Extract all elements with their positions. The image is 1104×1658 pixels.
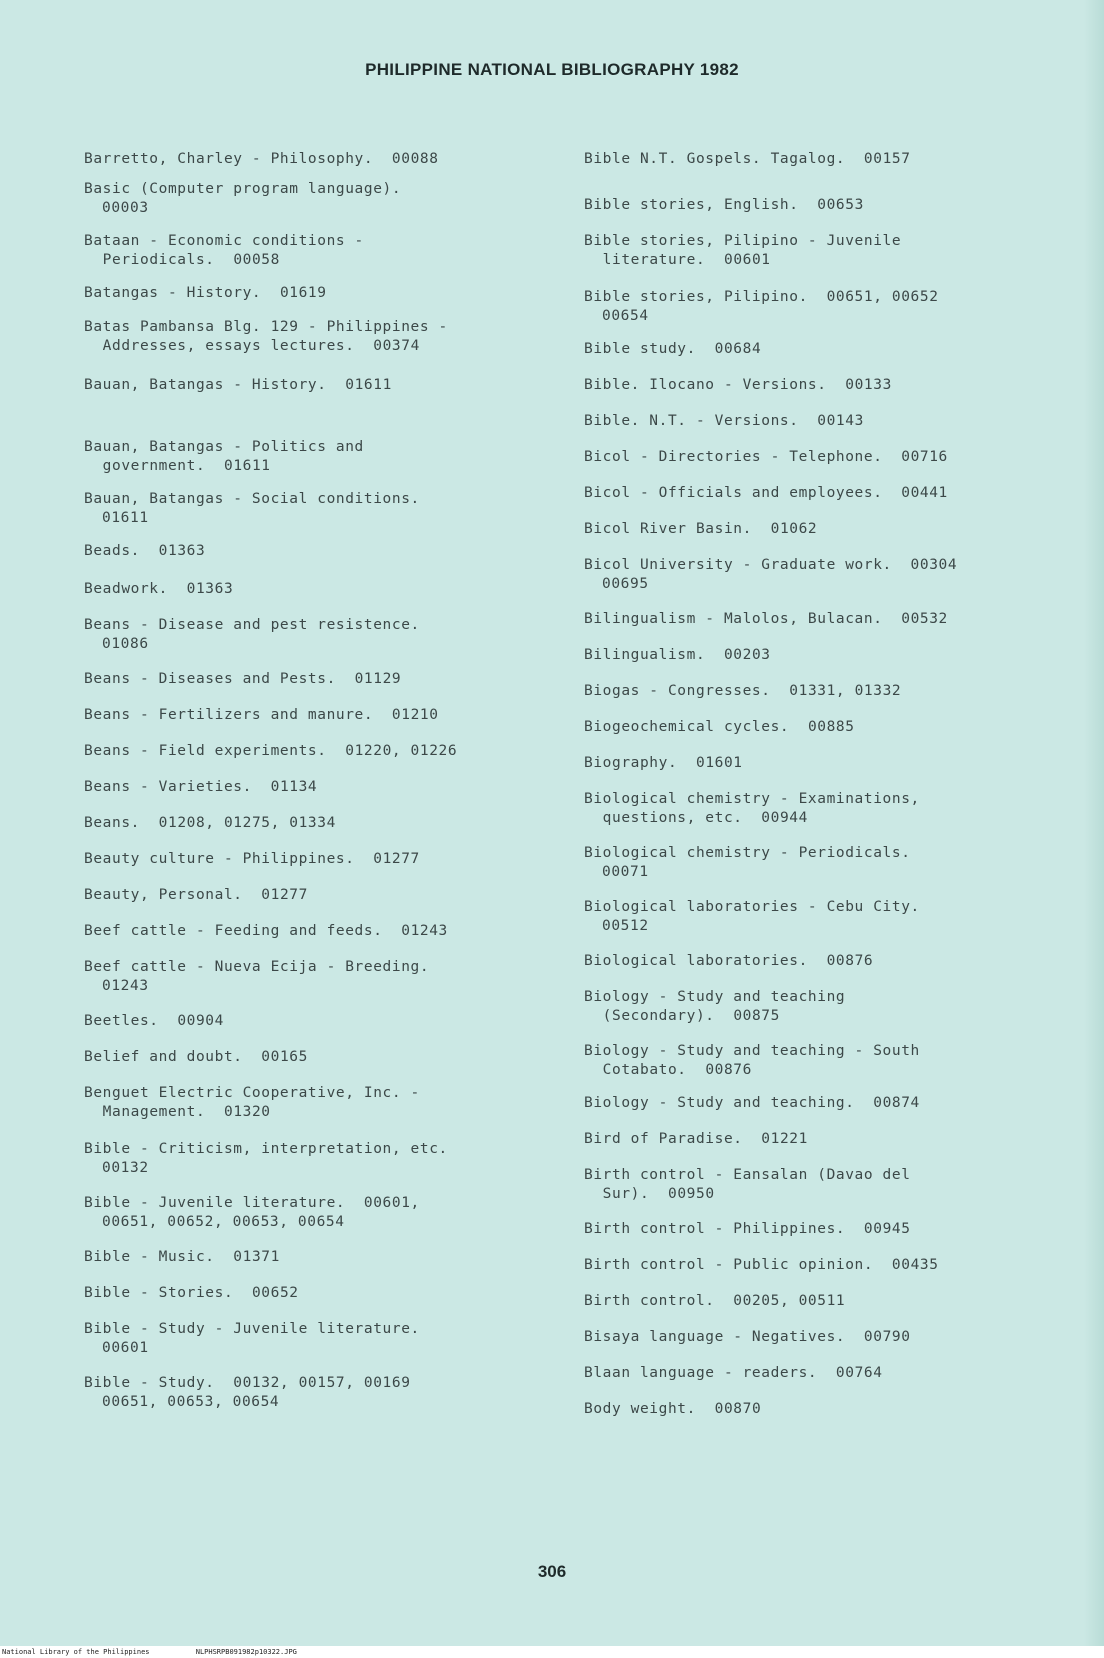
entry-heading: Bird of Paradise.: [584, 1131, 743, 1147]
index-entry: [584, 646, 1044, 665]
entry-heading: Biological laboratories.: [584, 953, 808, 969]
entry-heading: Biological chemistry - Periodicals.: [584, 845, 911, 861]
index-entry: [584, 718, 1044, 737]
entry-numbers: 00876: [705, 1062, 752, 1078]
index-entry: [584, 288, 1044, 326]
entry-numbers: 00904: [177, 1013, 224, 1029]
index-entry: [84, 814, 554, 833]
entry-heading: Beans - Field experiments.: [84, 743, 327, 759]
entry-heading: Birth control - Eansalan (Davao del Sur).: [584, 1167, 911, 1202]
entry-heading: Benguet Electric Cooperative, Inc. - Management.: [84, 1085, 420, 1120]
entry-heading: Bible. Ilocano - Versions.: [584, 377, 827, 393]
index-entry: [84, 1084, 554, 1122]
entry-numbers: 00651, 00652, 00653, 00654: [102, 1214, 345, 1230]
entry-heading: Bible. N.T. - Versions.: [584, 413, 799, 429]
entry-numbers: 00654: [602, 308, 649, 324]
entry-numbers: 00512: [602, 918, 649, 934]
index-entry: [84, 318, 554, 356]
index-entry: [84, 1012, 554, 1031]
entry-heading: Bilingualism - Malolos, Bulacan.: [584, 611, 883, 627]
entry-numbers: 00652: [251, 1285, 299, 1301]
index-entry: [584, 340, 1044, 359]
index-entry: [84, 1194, 554, 1232]
entry-numbers: 00165: [261, 1049, 308, 1065]
index-entry: [84, 284, 554, 303]
entry-numbers: 00143: [817, 413, 864, 429]
footer-library: National Library of the Philippines: [2, 1648, 150, 1656]
index-entry: [584, 448, 1044, 467]
entry-numbers: 01363: [186, 581, 234, 597]
entry-heading: Bilingualism.: [584, 647, 706, 663]
index-entry: [84, 886, 554, 905]
entry-heading: Bible - Criticism, interpretation, etc.: [84, 1141, 448, 1157]
entry-heading: Beads.: [84, 543, 140, 559]
entry-numbers: 00132: [102, 1160, 149, 1176]
index-entry: [584, 952, 1044, 971]
entry-heading: Biology - Study and teaching - South Cotabato.: [584, 1043, 920, 1078]
entry-numbers: 01611: [223, 458, 271, 474]
entry-heading: Bauan, Batangas - Politics and government.: [84, 439, 364, 474]
entry-numbers: 00601: [102, 1340, 149, 1356]
entry-heading: Beans - Fertilizers and manure.: [84, 707, 374, 723]
entry-heading: Bicol University - Graduate work. 00304: [584, 557, 958, 573]
index-entry: [584, 898, 1044, 936]
entry-heading: Bible - Juvenile literature. 00601,: [84, 1195, 420, 1211]
entry-numbers: 00684: [714, 341, 762, 357]
index-entry: [584, 610, 1044, 629]
entry-heading: Bataan - Economic conditions - Periodicals.: [84, 233, 364, 268]
entry-numbers: 00071: [602, 864, 649, 880]
index-entry: [84, 490, 554, 528]
entry-heading: Beef cattle - Nueva Ecija - Breeding.: [84, 959, 430, 975]
index-entry: [584, 1220, 1044, 1239]
entry-numbers: 00058: [233, 252, 280, 268]
entry-heading: Beans - Disease and pest resistence.: [84, 617, 420, 633]
index-entry: [584, 150, 1044, 169]
entry-heading: Barretto, Charley - Philosophy.: [84, 151, 374, 167]
entry-numbers: 00203: [723, 647, 771, 663]
entry-numbers: 01320: [223, 1104, 271, 1120]
entry-heading: Bauan, Batangas - History.: [84, 377, 327, 393]
entry-numbers: 00003: [102, 200, 149, 216]
entry-numbers: 00435: [891, 1257, 939, 1273]
index-entry: [584, 1292, 1044, 1311]
entry-heading: Bible - Study - Juvenile literature.: [84, 1321, 420, 1337]
index-entry: [84, 1320, 554, 1358]
entry-numbers: 00944: [761, 810, 808, 826]
index-entry: [584, 1256, 1044, 1275]
index-entry: [584, 232, 1044, 270]
entry-numbers: 01611: [102, 510, 149, 526]
entry-heading: Beans - Diseases and Pests.: [84, 671, 336, 687]
index-entry: [584, 844, 1044, 882]
entry-numbers: 01220, 01226: [345, 743, 458, 759]
index-entry: [584, 412, 1044, 431]
entry-heading: Beauty culture - Philippines.: [84, 851, 355, 867]
entry-numbers: 01277: [261, 887, 308, 903]
entry-numbers: 01086: [102, 636, 149, 652]
index-entry: [584, 754, 1044, 773]
index-entry: [84, 706, 554, 725]
index-entry: [84, 1048, 554, 1067]
entry-heading: Birth control.: [584, 1293, 715, 1309]
entry-numbers: 00950: [668, 1186, 715, 1202]
entry-heading: Bible stories, Pilipino. 00651, 00652: [584, 289, 939, 305]
index-entry: [84, 1248, 554, 1267]
index-entry: [84, 850, 554, 869]
entry-heading: Bible N.T. Gospels. Tagalog.: [584, 151, 846, 167]
entry-numbers: 01277: [373, 851, 420, 867]
page-number: 306: [537, 1562, 567, 1581]
index-entry: [84, 958, 554, 996]
entry-numbers: 00945: [863, 1221, 911, 1237]
entry-heading: Bible - Stories.: [84, 1285, 234, 1301]
index-entry: [84, 1374, 554, 1412]
index-entry: [584, 1364, 1044, 1383]
index-entry: [84, 376, 554, 395]
entry-numbers: 00157: [863, 151, 911, 167]
index-entry: [584, 1400, 1044, 1419]
entry-numbers: 01611: [345, 377, 392, 393]
entry-heading: Beetles.: [84, 1013, 159, 1029]
entry-numbers: 00651, 00653, 00654: [102, 1394, 280, 1410]
entry-heading: Body weight.: [584, 1401, 696, 1417]
index-entry: [84, 922, 554, 941]
index-entry: [584, 484, 1044, 503]
index-entry: [84, 742, 554, 761]
entry-numbers: 00088: [391, 151, 439, 167]
index-entry: [84, 542, 554, 561]
entry-heading: Batas Pambansa Blg. 129 - Philippines - Addresses, essays lectures.: [84, 319, 448, 354]
entry-numbers: 01129: [354, 671, 402, 687]
entry-numbers: 01331, 01332: [789, 683, 902, 699]
entry-numbers: 01371: [233, 1249, 280, 1265]
index-entry: [84, 1140, 554, 1178]
entry-heading: Biogeochemical cycles.: [584, 719, 790, 735]
index-entry: [584, 1328, 1044, 1347]
entry-numbers: 00870: [714, 1401, 762, 1417]
entry-heading: Beans - Varieties.: [84, 779, 252, 795]
entry-heading: Biology - Study and teaching (Secondary).: [584, 989, 846, 1024]
entry-numbers: 00875: [733, 1008, 780, 1024]
index-entry: [84, 616, 554, 654]
index-entry: [584, 988, 1044, 1026]
entry-heading: Bisaya language - Negatives.: [584, 1329, 846, 1345]
entry-heading: Bible stories, English.: [584, 197, 799, 213]
entry-heading: Biology - Study and teaching.: [584, 1095, 855, 1111]
entry-heading: Beef cattle - Feeding and feeds.: [84, 923, 383, 939]
entry-heading: Biogas - Congresses.: [584, 683, 771, 699]
entry-numbers: 00874: [873, 1095, 920, 1111]
entry-heading: Belief and doubt.: [84, 1049, 243, 1065]
entry-heading: Bicol - Officials and employees.: [584, 485, 883, 501]
entry-heading: Batangas - History.: [84, 285, 262, 301]
entry-numbers: 01208, 01275, 01334: [158, 815, 336, 831]
entry-heading: Bible - Music.: [84, 1249, 215, 1265]
index-entry: [584, 1094, 1044, 1113]
entry-numbers: 00532: [901, 611, 948, 627]
entry-heading: Bicol - Directories - Telephone.: [584, 449, 883, 465]
entry-numbers: 01062: [770, 521, 818, 537]
entry-heading: Birth control - Public opinion.: [584, 1257, 874, 1273]
index-entry: [584, 376, 1044, 395]
index-entry: [84, 232, 554, 270]
entry-heading: Birth control - Philippines.: [584, 1221, 846, 1237]
scan-footer: [0, 1646, 1104, 1658]
entry-numbers: 01210: [391, 707, 439, 723]
entry-heading: Bible stories, Pilipino - Juvenile literature.: [584, 233, 902, 268]
entry-numbers: 01243: [401, 923, 448, 939]
index-entry: [84, 1284, 554, 1303]
entry-numbers: 01601: [695, 755, 743, 771]
entry-heading: Bible - Study. 00132, 00157, 00169: [84, 1375, 411, 1391]
index-entry: [584, 1042, 1044, 1080]
index-entry: [84, 438, 554, 476]
entry-numbers: 01619: [279, 285, 327, 301]
entry-heading: Biological chemistry - Examinations, questions, etc.: [584, 791, 920, 826]
index-entry: [584, 790, 1044, 828]
index-entry: [584, 1130, 1044, 1149]
entry-heading: Basic (Computer program language).: [84, 181, 402, 197]
page-edge-shadow: [1084, 0, 1104, 1658]
index-entry: [84, 150, 554, 169]
entry-heading: Biological laboratories - Cebu City.: [584, 899, 920, 915]
entry-numbers: 00441: [901, 485, 948, 501]
entry-heading: Beadwork.: [84, 581, 168, 597]
entry-numbers: 01134: [270, 779, 318, 795]
index-entry: [584, 196, 1044, 215]
entry-numbers: 00790: [863, 1329, 911, 1345]
index-entry: [84, 778, 554, 797]
footer-file-id: NLPHSRPB091982p10322.JPG: [195, 1648, 297, 1656]
entry-numbers: 00716: [901, 449, 948, 465]
entry-heading: Bicol River Basin.: [584, 521, 752, 537]
entry-heading: Beauty, Personal.: [84, 887, 243, 903]
entry-numbers: 00885: [807, 719, 855, 735]
entry-heading: Beans.: [84, 815, 140, 831]
index-entry: [84, 180, 554, 218]
entry-heading: Bauan, Batangas - Social conditions.: [84, 491, 420, 507]
entry-numbers: 00601: [723, 252, 771, 268]
entry-numbers: 00133: [845, 377, 892, 393]
index-entry: [584, 556, 1044, 594]
entry-heading: Bible study.: [584, 341, 696, 357]
entry-numbers: 01363: [158, 543, 206, 559]
index-entry: [584, 682, 1044, 701]
page-title: PHILIPPINE NATIONAL BIBLIOGRAPHY 1982: [365, 60, 739, 79]
index-entry: [84, 670, 554, 689]
entry-numbers: 01221: [761, 1131, 808, 1147]
index-entry: [584, 1166, 1044, 1204]
entry-numbers: 01243: [102, 978, 149, 994]
entry-numbers: 00205, 00511: [733, 1293, 846, 1309]
entry-heading: Blaan language - readers.: [584, 1365, 818, 1381]
entry-numbers: 00374: [373, 338, 420, 354]
index-entry: [584, 520, 1044, 539]
entry-numbers: 00653: [817, 197, 864, 213]
index-entry: [84, 580, 554, 599]
entry-numbers: 00695: [602, 576, 649, 592]
entry-numbers: 00876: [826, 953, 874, 969]
entry-heading: Biography.: [584, 755, 678, 771]
entry-numbers: 00764: [835, 1365, 883, 1381]
